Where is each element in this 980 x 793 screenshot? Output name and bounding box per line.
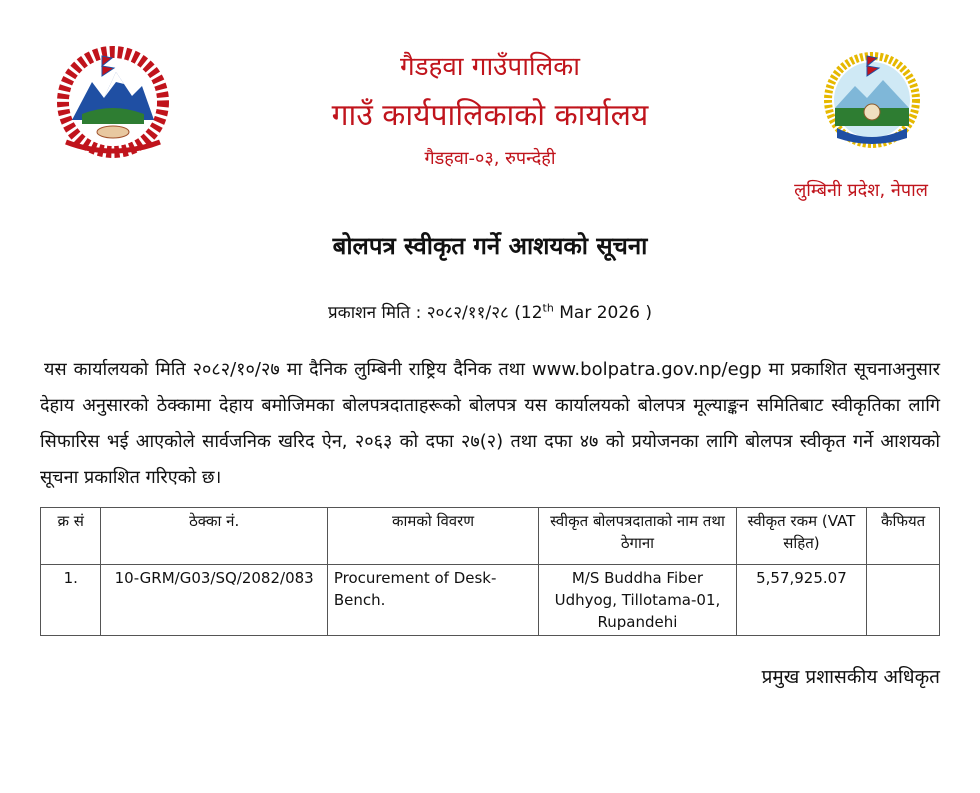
cell-remarks bbox=[867, 565, 940, 636]
cell-sn: 1. bbox=[41, 565, 101, 636]
publication-date-english-rest: Mar 2026 ) bbox=[553, 303, 653, 323]
notice-title: बोलपत्र स्वीकृत गर्ने आशयको सूचना bbox=[332, 232, 648, 260]
award-table bbox=[40, 507, 940, 636]
cell-contract-no: 10-GRM/G03/SQ/2082/083 bbox=[101, 565, 327, 636]
publication-date-nepali: प्रकाशन मिति : २०८२/११/२८ bbox=[327, 303, 509, 323]
header-bidder: स्वीकृत बोलपत्रदाताको नाम तथा ठेगाना bbox=[539, 508, 736, 565]
cell-amount: 5,57,925.07 bbox=[736, 565, 867, 636]
cell-description: Procurement of Desk-Bench. bbox=[327, 565, 538, 636]
publication-date-english-day: (12 bbox=[514, 303, 543, 323]
cell-bidder: M/S Buddha Fiber Udhyog, Tillotama-01, Rupandehi bbox=[539, 565, 736, 636]
table-header-row bbox=[41, 508, 940, 565]
municipality-emblem-icon bbox=[823, 50, 921, 150]
signatory-title: प्रमुख प्रशासकीय अधिकृत bbox=[761, 666, 940, 688]
header-amount: स्वीकृत रकम (VAT सहित) bbox=[736, 508, 867, 565]
municipality-name: गैडहवा गाउँपालिका bbox=[400, 52, 580, 82]
header-contract-no: ठेक्का नं. bbox=[101, 508, 327, 565]
office-name: गाउँ कार्यपालिकाको कार्यालय bbox=[331, 98, 649, 133]
municipality-logo bbox=[823, 50, 921, 150]
header-remarks: कैफियत bbox=[867, 508, 940, 565]
publication-date bbox=[0, 300, 980, 323]
header-description: कामको विवरण bbox=[327, 508, 538, 565]
province-name: लुम्बिनी प्रदेश, नेपाल bbox=[794, 180, 928, 201]
notice-body: यस कार्यालयको मिति २०८२/१०/२७ मा दैनिक लुम्बिनी राष्ट्रिय दैनिक तथा www.bolpatra.gov.np/egp मा प्रकाशित सूचनाअनुसार देहाय अनुसारको ठेक्कामा देहाय बमोजिमका बोलपत्रदाताहरूको बोलपत्र यस कार्यालयको बोलपत्र मूल्याङ्कन समितिबाट स्वीकृतिका लागि सिफारिस भई आएकोले सार्वजनिक खरिद ऐन, २०६३ को दफा २७(२) तथा दफा ४७ को प्रयोजनका लागि बोलपत्र स्वीकृत गर्ने आशयको सूचना प्रकाशित गरिएको छ। bbox=[40, 359, 940, 488]
publication-date-suffix: th bbox=[542, 301, 554, 315]
office-address: गैडहवा-०३, रुपन्देही bbox=[424, 148, 556, 169]
header-sn: क्र सं bbox=[41, 508, 101, 565]
table-row bbox=[41, 565, 940, 636]
